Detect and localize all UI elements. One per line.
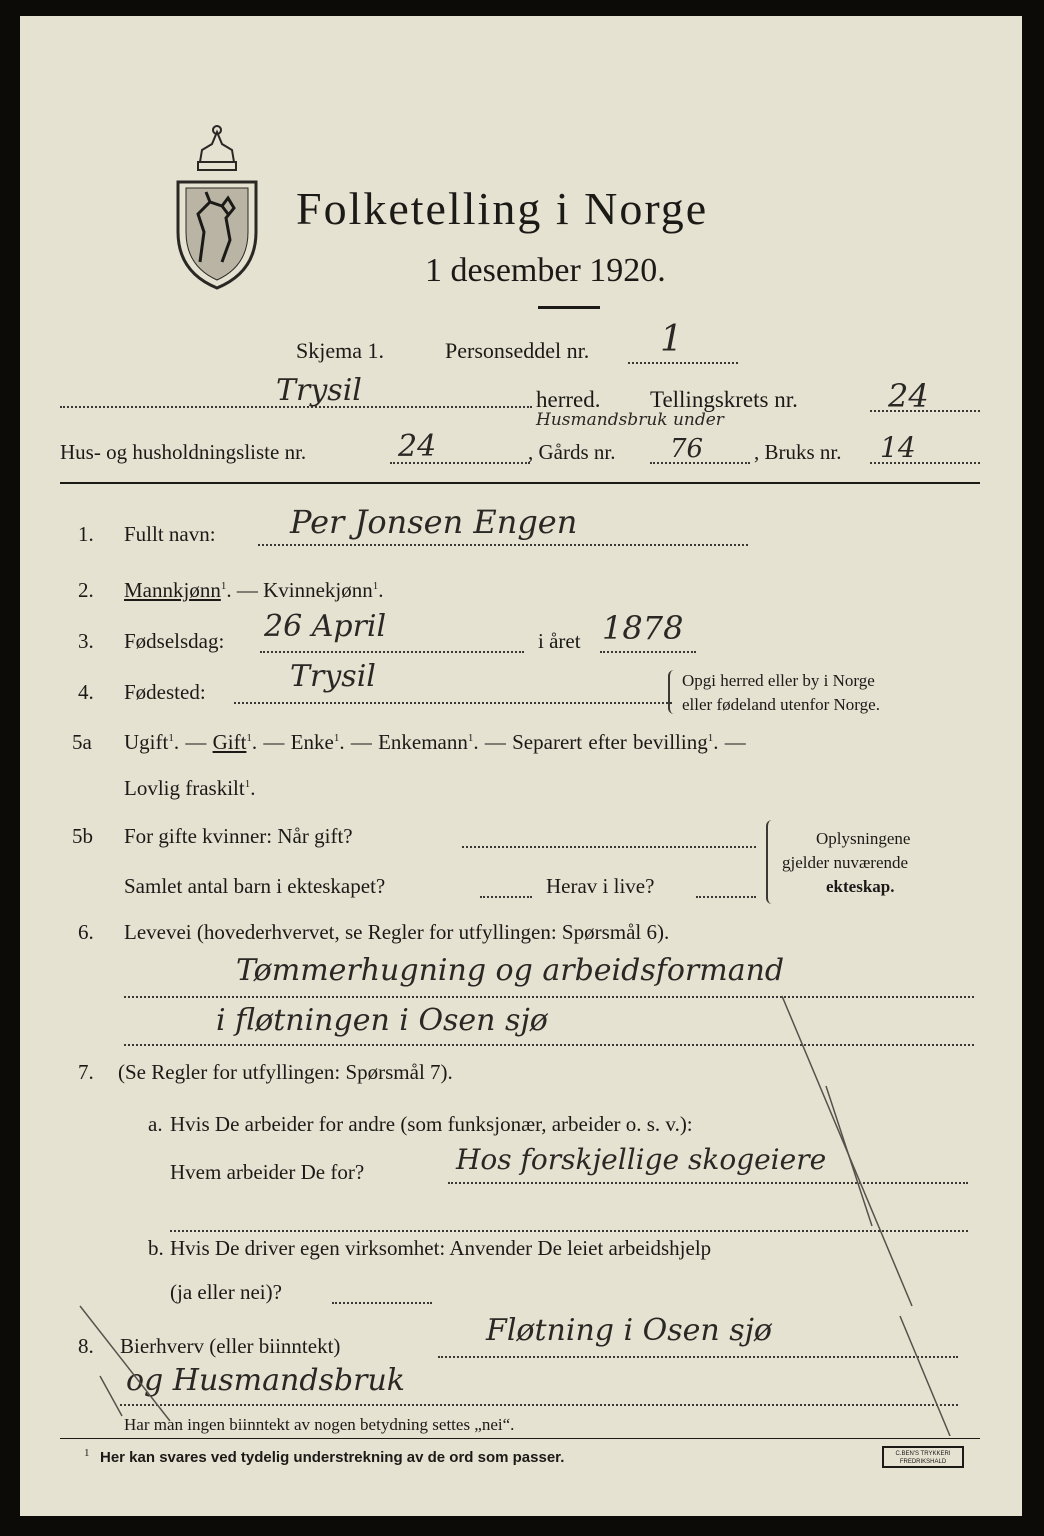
fraskilt-option: Lovlig fraskilt [124, 776, 245, 800]
enke-option: Enke [290, 730, 334, 754]
mannkjonn-option: Mannkjønn [124, 578, 221, 602]
husholdningsliste-label: Hus- og husholdningsliste nr. [60, 440, 307, 464]
husmandsbruk-annotation: Husmandsbruk under [536, 410, 724, 430]
ugift-option: Ugift [124, 730, 169, 754]
q5b-question-2: Samlet antal barn i ekteskapet? [124, 874, 386, 898]
q5b-note-3: ekteskap. [826, 877, 895, 896]
employer-value: Hos forskjellige skogeiere [456, 1143, 827, 1176]
q3-label: Fødselsdag: [124, 629, 225, 653]
skjema-label: Skjema 1. [296, 338, 384, 363]
q2-options: Mannkjønn$^1$. — Kvinnekjønn$^1$. [124, 578, 384, 602]
q7b-question: (ja eller nei)? [170, 1280, 282, 1304]
herred-label: herred. [536, 387, 601, 412]
tellingskrets-label: Tellingskrets nr. [650, 387, 798, 412]
q5b-question-1: For gifte kvinner: Når gift? [124, 824, 353, 848]
occupation-line-1: Tømmerhugning og arbeidsformand [236, 953, 785, 988]
side-occupation-line-2: og Husmandsbruk [126, 1363, 405, 1398]
gards-label: , Gårds nr. [528, 440, 616, 464]
q4-note-2: eller fødeland utenfor Norge. [682, 695, 880, 714]
year-label: i året [538, 629, 581, 653]
q4-label: Fødested: [124, 680, 206, 704]
q7a-text: Hvis De arbeider for andre (som funksjonær, arbeider o. s. v.): [170, 1112, 693, 1136]
q7a-letter: a. [148, 1112, 163, 1136]
enkemann-option: Enkemann [378, 730, 468, 754]
q7-number: 7. [78, 1060, 94, 1084]
form-title: Folketelling i Norge [296, 183, 709, 234]
q4-note-1: Opgi herred eller by i Norge [682, 671, 875, 690]
gards-value: 76 [670, 434, 704, 464]
q7b-text: Hvis De driver egen virksomhet: Anvender De leiet arbeidshjelp [170, 1236, 712, 1260]
full-name-value: Per Jonsen Engen [290, 503, 578, 541]
census-form [20, 16, 1022, 1516]
q6-number: 6. [78, 920, 94, 944]
footnote-mark: 1 [84, 1447, 90, 1459]
q7-label: (Se Regler for utfyllingen: Spørsmål 7). [118, 1060, 453, 1084]
q1-label: Fullt navn: [124, 522, 216, 546]
q4-number: 4. [78, 680, 94, 704]
q8-number: 8. [78, 1334, 94, 1358]
q7b-letter: b. [148, 1236, 164, 1260]
occupation-line-2: i fløtningen i Osen sjø [216, 1003, 548, 1038]
q5b-question-3: Herav i live? [546, 874, 655, 898]
q7a-question: Hvem arbeider De for? [170, 1160, 365, 1184]
q2-number: 2. [78, 578, 94, 602]
personseddel-value: 1 [660, 319, 683, 360]
q8-label: Bierhverv (eller biinntekt) [120, 1334, 341, 1358]
q1-number: 1. [78, 522, 94, 546]
q3-number: 3. [78, 629, 94, 653]
q5b-number: 5b [72, 824, 93, 848]
q6-label: Levevei (hovederhvervet, se Regler for utfyllingen: Spørsmål 6). [124, 920, 670, 944]
bruks-value: 14 [880, 431, 916, 464]
personseddel-label: Personseddel nr. [445, 338, 590, 363]
q5a-options-cont: Lovlig fraskilt$^1$. [124, 776, 256, 800]
bruks-label: , Bruks nr. [754, 440, 842, 464]
kvinnekjonn-option: Kvinnekjønn [263, 578, 373, 602]
tellingskrets-value: 24 [888, 377, 929, 415]
q5b-note-1: Oplysningene [816, 829, 911, 848]
q5a-number: 5a [72, 730, 92, 754]
birthday-value: 26 April [264, 609, 387, 644]
q5b-note-2: gjelder nuværende [782, 853, 909, 872]
birthplace-value: Trysil [290, 659, 376, 694]
pencil-check-marks [20, 16, 1022, 1516]
census-date: 1 desember 1920. [425, 252, 666, 289]
birth-year-value: 1878 [602, 609, 684, 647]
q8-note: Har man ingen biinntekt av nogen betydning settes „nei“. [124, 1415, 515, 1434]
q5a-options: Ugift$^1$. — Gift$^1$. — Enke$^1$. — Enkemann$^1$. — Separert efter bevilling$^1$. — [124, 730, 746, 754]
printer-stamp: C.BEN'S TRYKKERI FREDRIKSHALD [882, 1446, 964, 1468]
gift-option: Gift [212, 730, 247, 754]
separert-option: Separert efter bevilling [512, 730, 708, 754]
side-occupation-line-1: Fløtning i Osen sjø [486, 1313, 772, 1348]
husholdningsliste-value: 24 [398, 429, 437, 464]
footnote-text: Her kan svares ved tydelig understrekning av de ord som passer. [100, 1449, 565, 1466]
herred-value: Trysil [276, 373, 362, 408]
